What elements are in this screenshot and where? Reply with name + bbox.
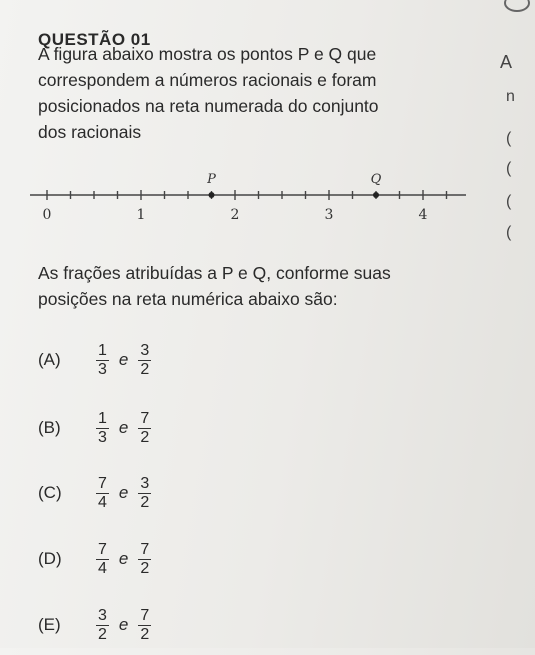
conjunction: e xyxy=(118,350,129,369)
fraction-first xyxy=(96,541,109,578)
denominator: 4 xyxy=(98,559,107,577)
fraction-first xyxy=(96,342,109,379)
number-line-figure xyxy=(30,165,470,245)
fraction-first xyxy=(96,475,109,512)
option-d[interactable] xyxy=(38,529,157,589)
tick-label: 4 xyxy=(418,207,428,223)
question-intro xyxy=(38,41,379,145)
numerator: 1 xyxy=(98,409,107,427)
option-letter: (D) xyxy=(38,549,62,568)
fraction-first xyxy=(96,607,109,644)
numerator: 1 xyxy=(98,341,107,359)
fraction-second xyxy=(138,410,151,447)
conjunction: e xyxy=(118,483,129,502)
tick-label: 1 xyxy=(136,207,146,223)
denominator: 2 xyxy=(140,360,150,378)
conjunction: e xyxy=(118,615,129,634)
question-title: QUESTÃO 01 xyxy=(38,30,151,49)
option-c[interactable] xyxy=(38,463,157,523)
question-prompt xyxy=(38,260,391,312)
denominator: 4 xyxy=(98,493,107,511)
tick-label: 2 xyxy=(230,207,240,223)
fraction-second xyxy=(138,607,151,644)
conjunction: e xyxy=(118,418,129,437)
tick-label: 3 xyxy=(324,207,334,223)
intro-line: dos racionais xyxy=(38,122,142,142)
option-b[interactable] xyxy=(38,398,157,458)
adjacent-column-text: ( xyxy=(506,160,512,177)
denominator: 2 xyxy=(140,428,150,446)
denominator: 3 xyxy=(98,428,107,446)
point-q-label: Q xyxy=(370,172,382,187)
tick-label: 0 xyxy=(42,207,52,223)
numerator: 7 xyxy=(140,409,150,427)
option-letter: (E) xyxy=(38,615,61,634)
fraction-first xyxy=(96,410,109,447)
numerator: 7 xyxy=(140,606,150,624)
intro-line: A figura abaixo mostra os pontos P e Q que xyxy=(38,44,377,64)
point-p-label: P xyxy=(207,172,216,187)
numerator: 7 xyxy=(98,474,107,492)
denominator: 3 xyxy=(98,360,107,378)
numerator: 3 xyxy=(98,606,107,624)
adjacent-column-text: ( xyxy=(506,193,512,210)
denominator: 2 xyxy=(140,625,150,643)
intro-line: correspondem a números racionais e foram xyxy=(38,70,377,90)
numerator: 7 xyxy=(140,540,150,558)
point-q-marker xyxy=(373,192,379,198)
fraction-second xyxy=(138,475,151,512)
option-letter: (B) xyxy=(38,418,61,437)
option-e[interactable] xyxy=(38,595,157,655)
adjacent-column-text: n xyxy=(506,88,515,105)
numerator: 3 xyxy=(140,474,150,492)
prompt-line: posições na reta numérica abaixo são: xyxy=(38,289,338,309)
denominator: 2 xyxy=(140,559,150,577)
numerator: 7 xyxy=(98,540,107,558)
prompt-line: As frações atribuídas a P e Q, conforme suas xyxy=(38,263,391,283)
denominator: 2 xyxy=(140,493,150,511)
numerator: 3 xyxy=(140,341,150,359)
cut-off-letter-fragment xyxy=(504,0,530,12)
point-p-marker xyxy=(209,192,215,198)
denominator: 2 xyxy=(98,625,107,643)
fraction-second xyxy=(138,342,151,379)
intro-line: posicionados na reta numerada do conjunto xyxy=(38,96,379,116)
option-a[interactable] xyxy=(38,330,157,390)
option-letter: (C) xyxy=(38,483,62,502)
adjacent-column-text: A xyxy=(500,52,513,72)
conjunction: e xyxy=(118,549,129,568)
number-line xyxy=(30,165,470,240)
adjacent-column-text: ( xyxy=(506,130,512,147)
fraction-second xyxy=(138,541,151,578)
option-letter: (A) xyxy=(38,350,61,369)
adjacent-column-text: ( xyxy=(506,224,512,241)
